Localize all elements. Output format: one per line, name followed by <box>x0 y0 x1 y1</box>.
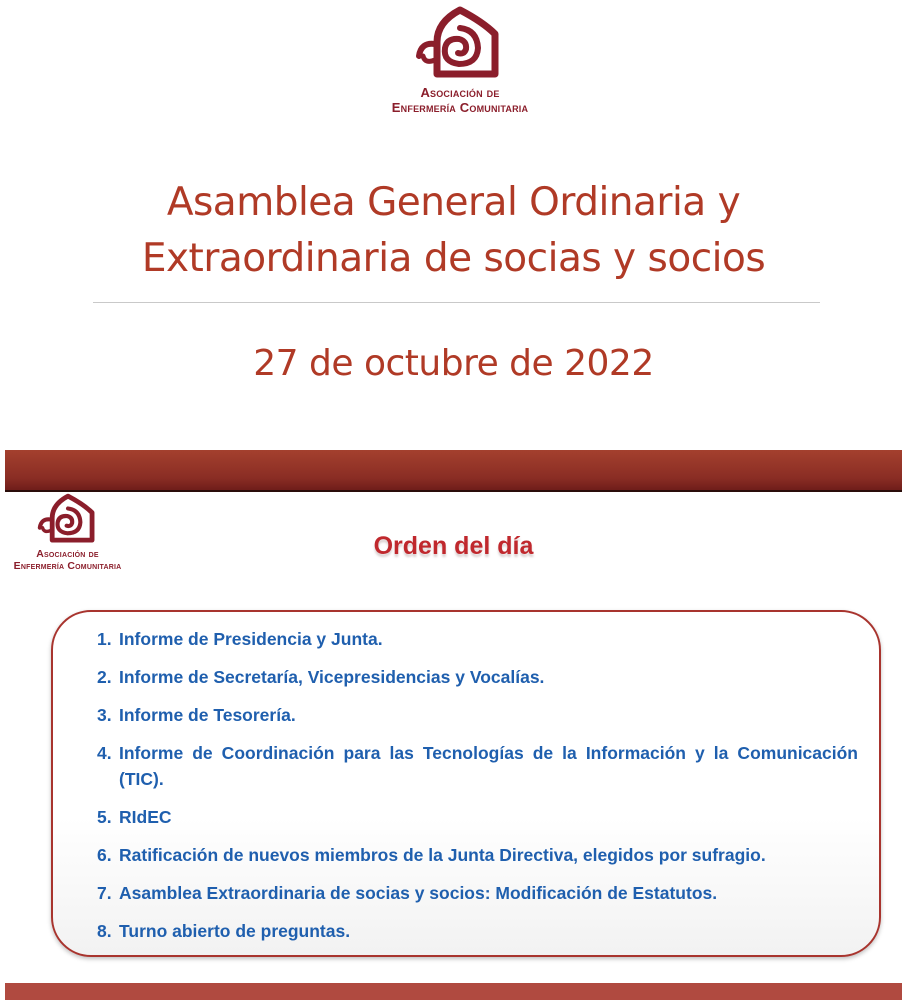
spiral-house-icon <box>37 492 99 547</box>
agenda-item <box>97 702 858 728</box>
agenda-item-number: 8. <box>97 921 112 941</box>
spiral-house-icon <box>415 4 505 84</box>
agenda-item-text: Turno abierto de preguntas. <box>119 921 351 941</box>
agenda-item-number: 2. <box>97 667 112 687</box>
logo-line-2: Enfermería Comunitaria <box>391 99 529 115</box>
agenda-item <box>97 664 858 690</box>
agenda-item-number: 1. <box>97 629 112 649</box>
association-logo-small <box>0 492 135 572</box>
slide-bottom-band <box>5 983 902 1000</box>
logo-line-1: Asociación de <box>36 548 99 560</box>
association-logo <box>360 4 560 116</box>
agenda-item-text: Informe de Presidencia y Junta. <box>119 629 383 649</box>
agenda-item <box>97 626 858 652</box>
agenda-heading: Orden del día <box>373 532 534 560</box>
agenda-item-text: Informe de Coordinación para las Tecnologías de la Información y la Comunicación (TIC). <box>119 743 858 789</box>
agenda-item <box>97 740 858 792</box>
logo-line-1: Asociación de <box>420 85 500 100</box>
logo-line-2: Enfermería Comunitaria <box>13 560 122 573</box>
title-divider <box>93 302 820 303</box>
assembly-title-line-1: Asamblea General Ordinaria y <box>166 180 741 225</box>
assembly-title-line-2: Extraordinaria de socias y socios <box>141 236 766 281</box>
agenda-item <box>97 842 858 868</box>
slide-separator-band <box>5 450 902 492</box>
agenda-item-text: Ratificación de nuevos miembros de la Junta Directiva, elegidos por sufragio. <box>119 845 766 865</box>
agenda-item-text: Informe de Tesorería. <box>119 705 296 725</box>
agenda-item-number: 4. <box>97 743 112 763</box>
agenda-item-number: 3. <box>97 705 112 725</box>
agenda-item-number: 6. <box>97 845 112 865</box>
agenda-item-text: Informe de Secretaría, Vicepresidencias y Vocalías. <box>119 667 545 687</box>
agenda-item-text: Asamblea Extraordinaria de socias y socios: Modificación de Estatutos. <box>119 883 718 903</box>
agenda-item-text: RIdEC <box>119 807 172 827</box>
agenda-list <box>97 626 858 944</box>
agenda-item-number: 7. <box>97 883 112 903</box>
assembly-date: 27 de octubre de 2022 <box>253 343 654 384</box>
agenda-item <box>97 880 858 906</box>
agenda-item-number: 5. <box>97 807 112 827</box>
agenda-item <box>97 804 858 830</box>
agenda-item <box>97 918 858 944</box>
